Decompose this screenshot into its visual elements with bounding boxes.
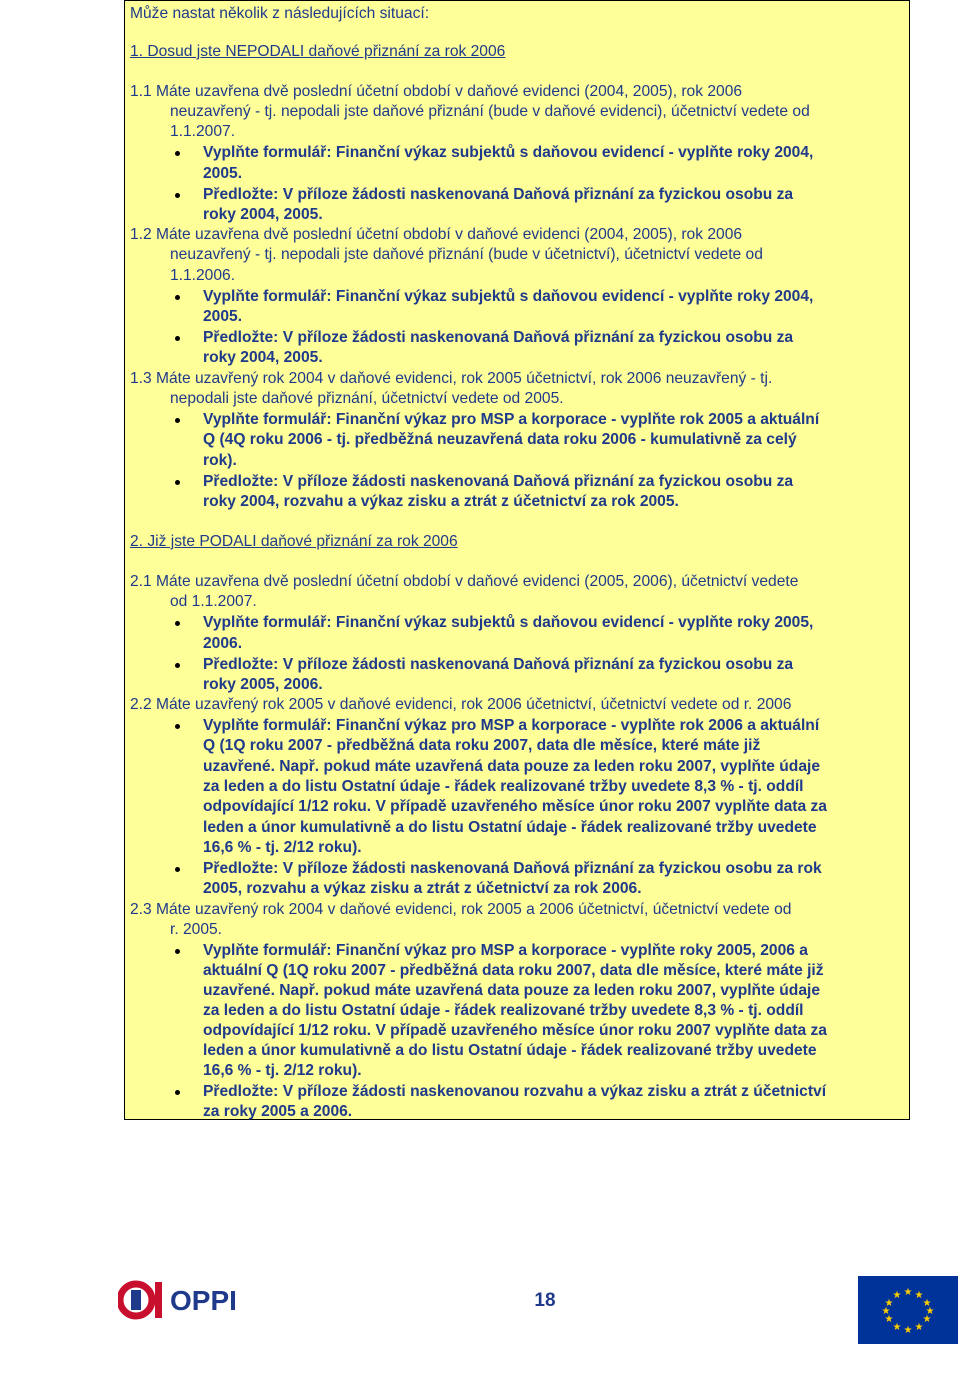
item-1-3-bullet-1-line-3: rok).	[203, 452, 237, 469]
svg-text:★: ★	[903, 1287, 913, 1298]
item-2-1-line-1: 2.1 Máte uzavřena dvě poslední účetní období v daňové evidenci (2005, 2006), účetnictví vedete	[130, 573, 799, 590]
oppi-logo-text: OPPI	[170, 1285, 237, 1316]
item-2-2-bullet-1-line-4: za leden a do listu Ostatní údaje - řádek realizované tržby uvedete 8,3 % - tj. oddíl	[203, 778, 804, 795]
bullet-icon	[175, 867, 180, 872]
item-1-1-bullet-1-line-1: Vyplňte formulář: Finanční výkaz subjektů s daňovou evidencí - vyplňte roky 2004,	[203, 144, 814, 161]
bullet-icon	[175, 193, 180, 198]
item-2-3-line-1: 2.3 Máte uzavřený rok 2004 v daňové evidenci, rok 2005 a 2006 účetnictví, účetnictví vedete od	[130, 901, 792, 918]
bullet-icon	[175, 336, 180, 341]
item-2-2-bullet-1-line-7: 16,6 % - tj. 2/12 roku).	[203, 839, 362, 856]
item-2-3-bullet-1-line-4: za leden a do listu Ostatní údaje - řádek realizované tržby uvedete 8,3 % - tj. oddíl	[203, 1002, 804, 1019]
item-1-1-bullet-1-line-2: 2005.	[203, 165, 243, 182]
item-2-2-bullet-2-line-2: 2005, rozvahu a výkaz zisku a ztrát z účetnictví za rok 2006.	[203, 880, 642, 897]
item-2-1-bullet-2-line-1: Předložte: V příloze žádosti naskenovaná Daňová přiznání za fyzickou osobu za	[203, 656, 794, 673]
item-2-1-line-2: od 1.1.2007.	[170, 593, 257, 610]
svg-text:★: ★	[922, 1298, 932, 1309]
item-2-2-bullet-1-line-6: leden a únor kumulativně a do listu Ostatní údaje - řádek realizované tržby uvedete	[203, 819, 817, 836]
svg-text:★: ★	[881, 1306, 891, 1317]
item-1-2-line-2: neuzavřený - tj. nepodali jste daňové přiznání (bude v účetnictví), účetnictví vedete od	[170, 246, 763, 263]
item-2-3-bullet-1-line-6: leden a únor kumulativně a do listu Ostatní údaje - řádek realizované tržby uvedete	[203, 1042, 817, 1059]
svg-text:★: ★	[892, 1322, 902, 1333]
svg-text:★: ★	[925, 1306, 935, 1317]
item-1-1-line-1: 1.1 Máte uzavřena dvě poslední účetní období v daňové evidenci (2004, 2005), rok 2006	[130, 83, 743, 100]
item-2-2-line-1: 2.2 Máte uzavřený rok 2005 v daňové evidenci, rok 2006 účetnictví, účetnictví vedete od r. 2006	[130, 696, 792, 713]
item-1-1-line-2: neuzavřený - tj. nepodali jste daňové přiznání (bude v daňové evidenci), účetnictví vedete od	[170, 103, 810, 120]
item-2-2-bullet-2-line-1: Předložte: V příloze žádosti naskenovaná Daňová přiznání za fyzickou osobu za rok	[203, 860, 822, 877]
item-2-1-bullet-2-line-2: roky 2005, 2006.	[203, 676, 323, 693]
item-2-3-bullet-1-line-5: odpovídající 1/12 roku. V případě uzavřeného měsíce únor roku 2007 vyplňte data za	[203, 1022, 827, 1039]
bullet-icon	[175, 151, 180, 156]
item-1-1-bullet-2-line-1: Předložte: V příloze žádosti naskenovaná Daňová přiznání za fyzickou osobu za	[203, 186, 794, 203]
item-2-3-bullet-1-line-1: Vyplňte formulář: Finanční výkaz pro MSP a korporace - vyplňte roky 2005, 2006 a	[203, 942, 808, 959]
item-1-2-line-1: 1.2 Máte uzavřena dvě poslední účetní období v daňové evidenci (2004, 2005), rok 2006	[130, 226, 743, 243]
item-1-3-bullet-1-line-2: Q (4Q roku 2006 - tj. předběžná neuzavřená data roku 2006 - kumulativně za celý	[203, 431, 797, 448]
item-2-2-bullet-1-line-3: uzavřené. Např. pokud máte uzavřená data pouze za leden roku 2007, vyplňte údaje	[203, 758, 821, 775]
oppi-logo-icon	[118, 1272, 268, 1328]
item-1-2-line-3: 1.1.2006.	[170, 267, 236, 284]
item-1-1-line-3: 1.1.2007.	[170, 123, 236, 140]
svg-text:★: ★	[884, 1314, 894, 1325]
section-2-heading: 2. Již jste PODALI daňové přiznání za rok 2006	[130, 533, 458, 550]
item-1-3-line-2: nepodali jste daňové přiznání, účetnictví vedete od 2005.	[170, 390, 564, 407]
svg-text:★: ★	[884, 1298, 894, 1309]
item-1-3-bullet-2-line-2: roky 2004, rozvahu a výkaz zisku a ztrát z účetnictví za rok 2005.	[203, 493, 679, 510]
bullet-icon	[175, 621, 180, 626]
item-2-3-bullet-1-line-7: 16,6 % - tj. 2/12 roku).	[203, 1062, 362, 1079]
bullet-icon	[175, 418, 180, 423]
item-1-1-bullet-2-line-2: roky 2004, 2005.	[203, 206, 323, 223]
item-1-3-bullet-1-line-1: Vyplňte formulář: Finanční výkaz pro MSP a korporace - vyplňte rok 2005 a aktuální	[203, 411, 820, 428]
item-2-3-bullet-1-line-3: uzavřené. Např. pokud máte uzavřená data pouze za leden roku 2007, vyplňte údaje	[203, 982, 821, 999]
eu-flag-icon	[858, 1276, 958, 1344]
item-2-2-bullet-1-line-1: Vyplňte formulář: Finanční výkaz pro MSP a korporace - vyplňte rok 2006 a aktuální	[203, 717, 820, 734]
svg-text:★: ★	[892, 1290, 902, 1301]
bullet-icon	[175, 663, 180, 668]
item-2-2-bullet-1-line-2: Q (1Q roku 2007 - předběžná data roku 2007, data dle měsíce, které máte již	[203, 737, 761, 754]
svg-text:★: ★	[903, 1325, 913, 1336]
item-1-2-bullet-1-line-2: 2005.	[203, 308, 243, 325]
svg-text:★: ★	[922, 1314, 932, 1325]
item-2-3-bullet-2-line-2: za roky 2005 a 2006.	[203, 1103, 353, 1120]
item-2-3-line-2: r. 2005.	[170, 921, 223, 938]
item-1-2-bullet-1-line-1: Vyplňte formulář: Finanční výkaz subjektů s daňovou evidencí - vyplňte roky 2004,	[203, 288, 814, 305]
svg-text:★: ★	[914, 1290, 924, 1301]
item-2-2-bullet-1-line-5: odpovídající 1/12 roku. V případě uzavřeného měsíce únor roku 2007 vyplňte data za	[203, 798, 827, 815]
bullet-icon	[175, 1090, 180, 1095]
item-1-3-line-1: 1.3 Máte uzavřený rok 2004 v daňové evidenci, rok 2005 účetnictví, rok 2006 neuzavřený - tj.	[130, 370, 773, 387]
item-1-2-bullet-2-line-1: Předložte: V příloze žádosti naskenovaná Daňová přiznání za fyzickou osobu za	[203, 329, 794, 346]
item-1-3-bullet-2-line-1: Předložte: V příloze žádosti naskenovaná Daňová přiznání za fyzickou osobu za	[203, 473, 794, 490]
section-1-heading: 1. Dosud jste NEPODALI daňové přiznání za rok 2006	[130, 43, 506, 60]
bullet-icon	[175, 295, 180, 300]
bullet-icon	[175, 949, 180, 954]
page-number: 18	[534, 1290, 556, 1311]
bullet-icon	[175, 480, 180, 485]
oppi-logo	[118, 1272, 268, 1328]
intro-text: Může nastat několik z následujících situací:	[130, 5, 430, 22]
svg-text:★: ★	[914, 1322, 924, 1333]
item-2-3-bullet-1-line-2: aktuální Q (1Q roku 2007 - předběžná data roku 2007, data dle měsíce, které máte již	[203, 962, 824, 979]
item-2-1-bullet-1-line-1: Vyplňte formulář: Finanční výkaz subjektů s daňovou evidencí - vyplňte roky 2005,	[203, 614, 814, 631]
item-2-3-bullet-2-line-1: Předložte: V příloze žádosti naskenovanou rozvahu a výkaz zisku a ztrát z účetnictví	[203, 1083, 827, 1100]
item-1-2-bullet-2-line-2: roky 2004, 2005.	[203, 349, 323, 366]
item-2-1-bullet-1-line-2: 2006.	[203, 635, 243, 652]
bullet-icon	[175, 724, 180, 729]
